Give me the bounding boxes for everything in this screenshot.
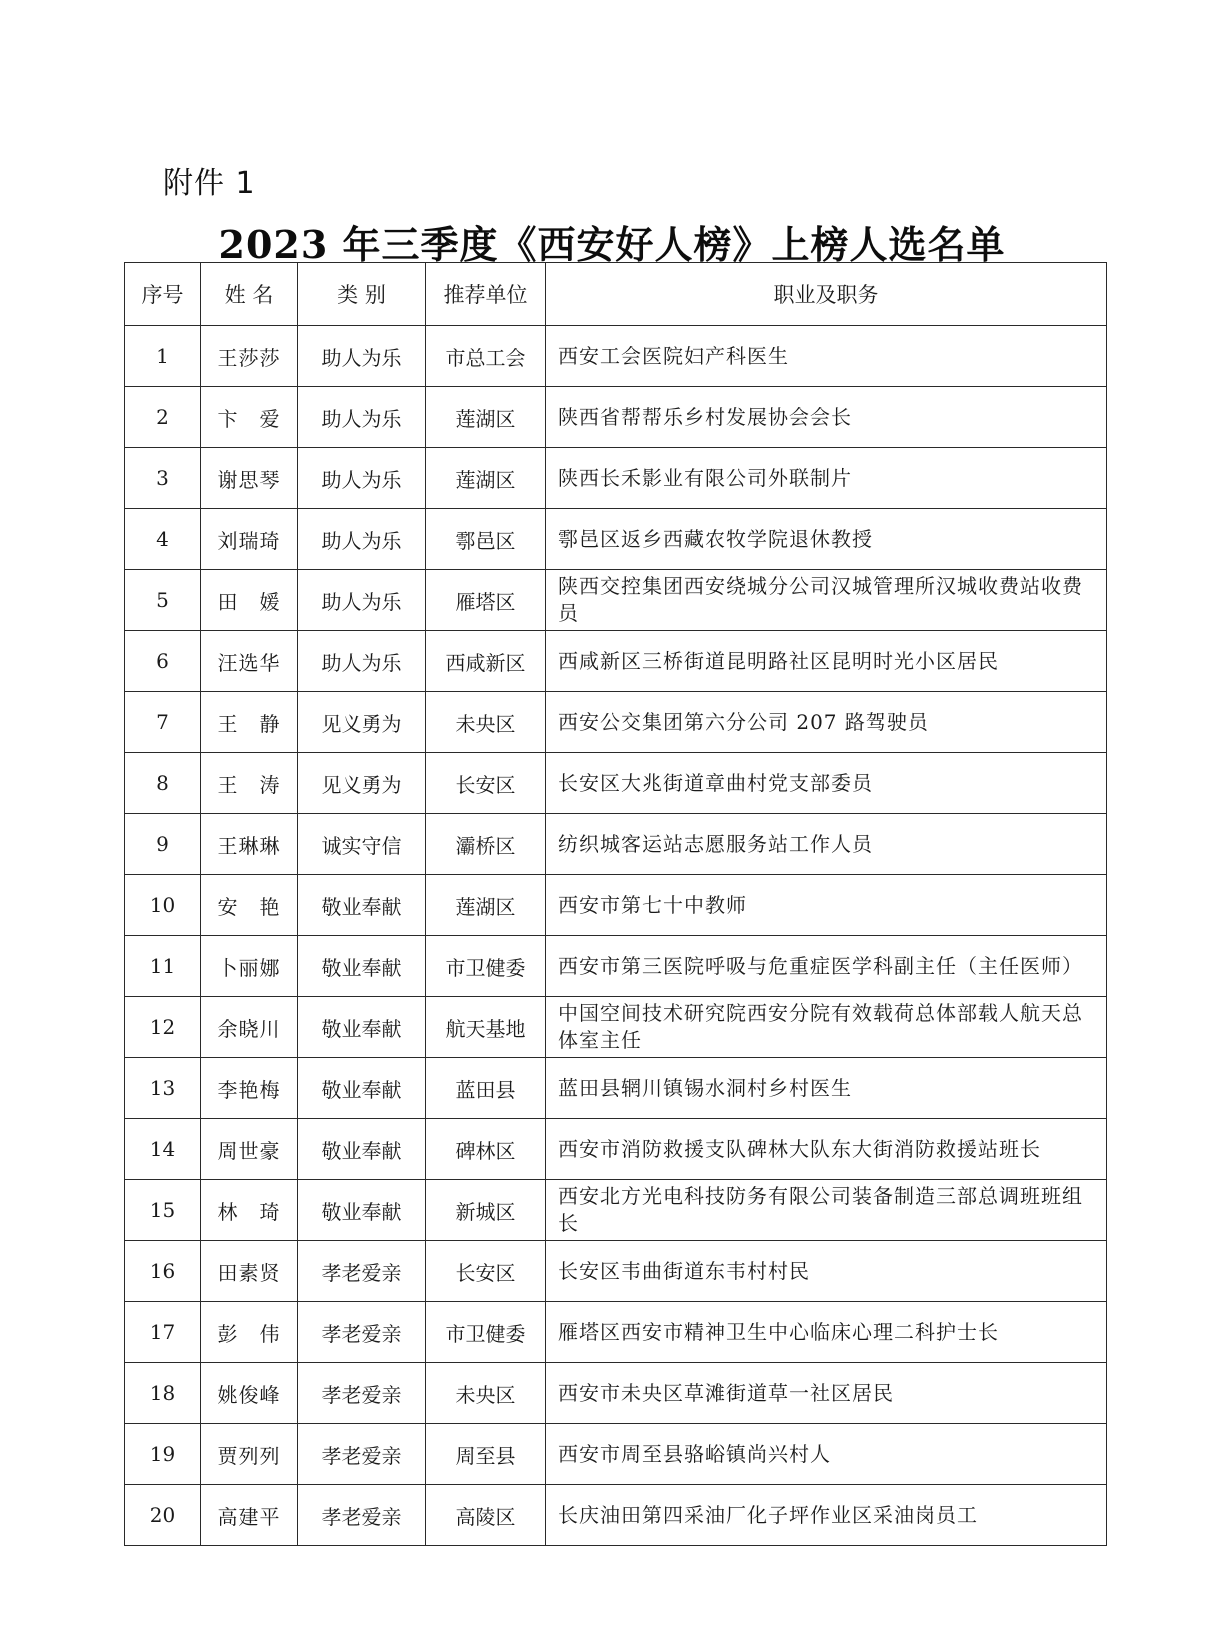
row-unit: 雁塔区	[426, 570, 546, 631]
row-index: 9	[125, 814, 201, 875]
row-index: 4	[125, 509, 201, 570]
row-index: 7	[125, 692, 201, 753]
row-unit: 长安区	[426, 753, 546, 814]
row-duty: 蓝田县辋川镇锡水洞村乡村医生	[546, 1058, 1107, 1119]
table-row	[125, 631, 1107, 692]
header-index: 序号	[125, 263, 201, 326]
row-name: 周世豪	[201, 1119, 298, 1180]
row-category: 助人为乐	[298, 570, 426, 631]
row-index: 19	[125, 1424, 201, 1485]
row-name: 刘瑞琦	[201, 509, 298, 570]
row-index: 15	[125, 1180, 201, 1241]
row-unit: 莲湖区	[426, 387, 546, 448]
row-category: 助人为乐	[298, 326, 426, 387]
row-name: 安 艳	[201, 875, 298, 936]
row-name: 李艳梅	[201, 1058, 298, 1119]
table-row	[125, 753, 1107, 814]
row-duty: 长安区大兆街道章曲村党支部委员	[546, 753, 1107, 814]
row-category: 孝老爱亲	[298, 1424, 426, 1485]
row-unit: 鄠邑区	[426, 509, 546, 570]
row-category: 敬业奉献	[298, 1180, 426, 1241]
attachment-label: 附件 1	[163, 166, 256, 201]
row-duty: 中国空间技术研究院西安分院有效载荷总体部载人航天总体室主任	[546, 997, 1107, 1058]
row-duty: 西安市消防救援支队碑林大队东大街消防救援站班长	[546, 1119, 1107, 1180]
row-index: 11	[125, 936, 201, 997]
row-name: 卞 爱	[201, 387, 298, 448]
row-duty: 陕西长禾影业有限公司外联制片	[546, 448, 1107, 509]
row-index: 13	[125, 1058, 201, 1119]
row-duty: 西安市周至县骆峪镇尚兴村人	[546, 1424, 1107, 1485]
row-name: 姚俊峰	[201, 1363, 298, 1424]
table-row	[125, 936, 1107, 997]
row-index: 10	[125, 875, 201, 936]
row-duty: 西安市第七十中教师	[546, 875, 1107, 936]
row-unit: 新城区	[426, 1180, 546, 1241]
row-name: 高建平	[201, 1485, 298, 1546]
row-duty: 长庆油田第四采油厂化子坪作业区采油岗员工	[546, 1485, 1107, 1546]
row-duty: 西咸新区三桥街道昆明路社区昆明时光小区居民	[546, 631, 1107, 692]
row-unit: 莲湖区	[426, 875, 546, 936]
row-category: 见义勇为	[298, 692, 426, 753]
row-unit: 市卫健委	[426, 1302, 546, 1363]
row-category: 诚实守信	[298, 814, 426, 875]
row-category: 助人为乐	[298, 509, 426, 570]
row-index: 14	[125, 1119, 201, 1180]
header-category: 类 别	[298, 263, 426, 326]
row-index: 6	[125, 631, 201, 692]
row-duty: 陕西省帮帮乐乡村发展协会会长	[546, 387, 1107, 448]
row-unit: 高陵区	[426, 1485, 546, 1546]
row-name: 谢思琴	[201, 448, 298, 509]
row-category: 助人为乐	[298, 448, 426, 509]
row-name: 田素贤	[201, 1241, 298, 1302]
table-row	[125, 814, 1107, 875]
row-category: 见义勇为	[298, 753, 426, 814]
row-name: 卜丽娜	[201, 936, 298, 997]
row-index: 12	[125, 997, 201, 1058]
row-unit: 碑林区	[426, 1119, 546, 1180]
row-name: 汪选华	[201, 631, 298, 692]
table-row	[125, 387, 1107, 448]
row-index: 3	[125, 448, 201, 509]
row-category: 孝老爱亲	[298, 1302, 426, 1363]
row-name: 余晓川	[201, 997, 298, 1058]
row-unit: 长安区	[426, 1241, 546, 1302]
row-unit: 周至县	[426, 1424, 546, 1485]
row-name: 贾列列	[201, 1424, 298, 1485]
table-row	[125, 1363, 1107, 1424]
table-header-row	[125, 263, 1107, 326]
row-name: 彭 伟	[201, 1302, 298, 1363]
row-unit: 市卫健委	[426, 936, 546, 997]
document-title: 2023 年三季度《西安好人榜》上榜人选名单	[218, 222, 1006, 267]
table-row	[125, 1485, 1107, 1546]
table-row	[125, 509, 1107, 570]
header-duty: 职业及职务	[546, 263, 1107, 326]
table-row	[125, 326, 1107, 387]
row-unit: 莲湖区	[426, 448, 546, 509]
row-category: 敬业奉献	[298, 1058, 426, 1119]
row-index: 16	[125, 1241, 201, 1302]
row-duty: 西安市未央区草滩街道草一社区居民	[546, 1363, 1107, 1424]
header-unit: 推荐单位	[426, 263, 546, 326]
row-duty: 鄠邑区返乡西藏农牧学院退休教授	[546, 509, 1107, 570]
row-unit: 未央区	[426, 1363, 546, 1424]
table-row	[125, 1180, 1107, 1241]
row-category: 敬业奉献	[298, 1119, 426, 1180]
table-row	[125, 1302, 1107, 1363]
row-unit: 未央区	[426, 692, 546, 753]
row-index: 5	[125, 570, 201, 631]
row-index: 8	[125, 753, 201, 814]
row-name: 林 琦	[201, 1180, 298, 1241]
table-row	[125, 1424, 1107, 1485]
row-category: 敬业奉献	[298, 936, 426, 997]
row-name: 王琳琳	[201, 814, 298, 875]
row-category: 助人为乐	[298, 387, 426, 448]
row-index: 17	[125, 1302, 201, 1363]
table-row	[125, 875, 1107, 936]
row-duty: 西安公交集团第六分公司 207 路驾驶员	[546, 692, 1107, 753]
row-duty: 长安区韦曲街道东韦村村民	[546, 1241, 1107, 1302]
row-duty: 西安市第三医院呼吸与危重症医学科副主任（主任医师）	[546, 936, 1107, 997]
row-index: 20	[125, 1485, 201, 1546]
table-row	[125, 1241, 1107, 1302]
row-name: 王 静	[201, 692, 298, 753]
row-name: 田 媛	[201, 570, 298, 631]
row-category: 助人为乐	[298, 631, 426, 692]
table-row	[125, 997, 1107, 1058]
row-index: 2	[125, 387, 201, 448]
row-duty: 雁塔区西安市精神卫生中心临床心理二科护士长	[546, 1302, 1107, 1363]
table-row	[125, 1058, 1107, 1119]
row-unit: 蓝田县	[426, 1058, 546, 1119]
table-row	[125, 448, 1107, 509]
table-row	[125, 1119, 1107, 1180]
row-unit: 市总工会	[426, 326, 546, 387]
table-row	[125, 570, 1107, 631]
row-name: 王 涛	[201, 753, 298, 814]
header-name: 姓 名	[201, 263, 298, 326]
row-category: 敬业奉献	[298, 875, 426, 936]
row-duty: 西安工会医院妇产科医生	[546, 326, 1107, 387]
row-unit: 灞桥区	[426, 814, 546, 875]
row-category: 孝老爱亲	[298, 1241, 426, 1302]
nominee-table	[124, 262, 1107, 1546]
row-index: 1	[125, 326, 201, 387]
row-category: 孝老爱亲	[298, 1363, 426, 1424]
row-unit: 航天基地	[426, 997, 546, 1058]
row-category: 孝老爱亲	[298, 1485, 426, 1546]
row-category: 敬业奉献	[298, 997, 426, 1058]
row-unit: 西咸新区	[426, 631, 546, 692]
row-name: 王莎莎	[201, 326, 298, 387]
row-duty: 西安北方光电科技防务有限公司装备制造三部总调班班组长	[546, 1180, 1107, 1241]
row-index: 18	[125, 1363, 201, 1424]
row-duty: 纺织城客运站志愿服务站工作人员	[546, 814, 1107, 875]
row-duty: 陕西交控集团西安绕城分公司汉城管理所汉城收费站收费员	[546, 570, 1107, 631]
table-row	[125, 692, 1107, 753]
